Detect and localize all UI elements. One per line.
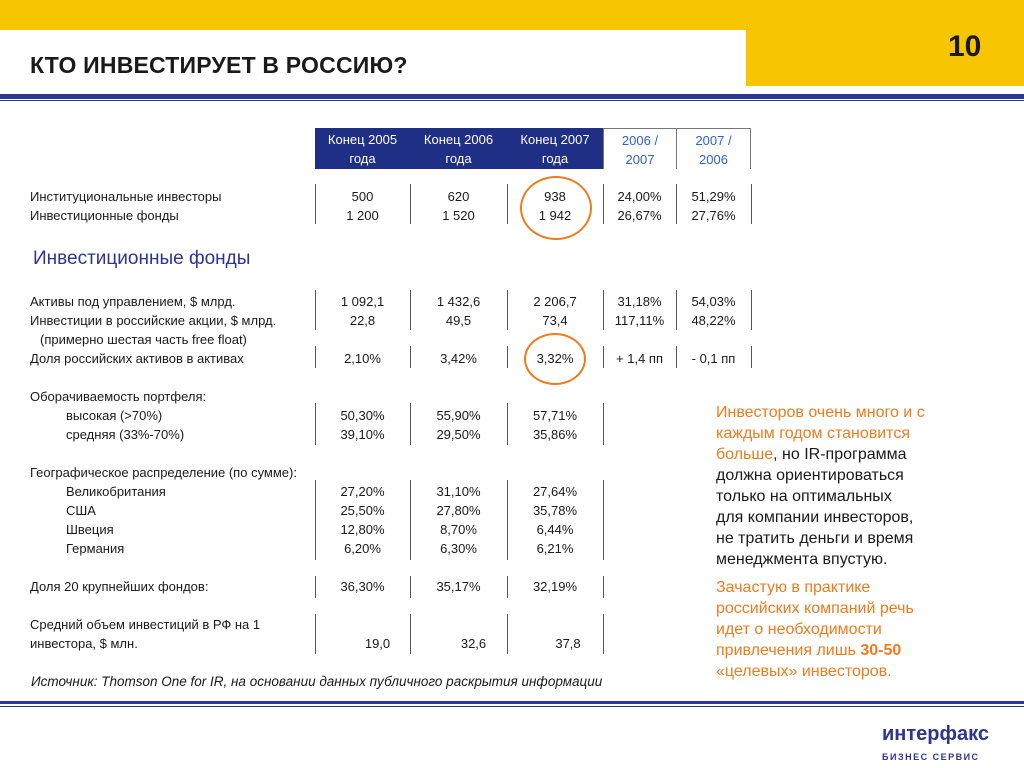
col-divider <box>751 346 752 368</box>
table-cell: 73,4 <box>542 313 568 328</box>
col-divider <box>751 290 752 330</box>
highlight-circle <box>524 333 586 385</box>
table-cell: 19,0 <box>364 636 391 651</box>
col-header-2007 <box>507 128 603 169</box>
table-cell: 1 092,1 <box>340 294 385 309</box>
table-cell: 55,90% <box>436 408 481 423</box>
row-label: Инвестиционные фонды <box>30 208 179 223</box>
slide-number-box <box>746 0 1024 86</box>
row-label: США <box>66 503 96 518</box>
col-header-line: 2007 <box>625 152 655 167</box>
table-cell: 24,00% <box>617 189 662 204</box>
col-header-line: Конец 2005 <box>327 132 398 147</box>
col-header-2007-2006 <box>676 128 751 169</box>
table-cell: 620 <box>447 189 470 204</box>
footer-divider <box>0 701 1024 704</box>
table-cell: 50,30% <box>340 408 385 423</box>
table-cell: 25,50% <box>340 503 385 518</box>
table-cell: 32,6 <box>460 636 487 651</box>
table-cell: 31,10% <box>436 484 481 499</box>
note-line: должна ориентироваться <box>716 467 904 484</box>
row-label: Средний объем инвестиций в РФ на 1 <box>30 617 261 632</box>
note-line: для компании инвесторов, <box>716 509 914 526</box>
row-label: Великобритания <box>66 484 166 499</box>
table-cell: 8,70% <box>440 522 477 537</box>
table-cell: 6,30% <box>440 541 477 556</box>
title-divider-thin <box>0 100 1024 101</box>
row-group-label: Оборачиваемость портфеля: <box>30 389 207 404</box>
note-line: только на оптимальных <box>716 488 892 505</box>
table-cell: 938 <box>544 189 566 204</box>
table-cell: 29,50% <box>436 427 481 442</box>
note-line: российских компаний речь <box>716 600 914 617</box>
commentary-paragraph-1 <box>716 402 988 570</box>
row-label: Инвестиции в российские акции, $ млрд. <box>30 313 277 328</box>
table-cell: 27,20% <box>340 484 385 499</box>
row-label: средняя (33%-70%) <box>66 427 185 442</box>
table-cell: 117,11% <box>614 313 665 328</box>
table-cell: 27,80% <box>436 503 481 518</box>
col-divider <box>315 614 316 654</box>
col-divider <box>751 184 752 224</box>
col-header-2006 <box>410 128 507 169</box>
table-cell: 27,64% <box>532 484 578 499</box>
table-cell: 1 200 <box>346 208 379 223</box>
table-cell: 39,10% <box>340 427 385 442</box>
table-cell: 26,67% <box>617 208 662 223</box>
interfax-logo <box>870 712 1000 766</box>
table-cell: 49,5 <box>445 313 472 328</box>
col-header-line: года <box>445 151 472 166</box>
note-emphasis: 30-50 <box>860 642 902 659</box>
table-cell: 57,71% <box>532 408 578 423</box>
table-cell: 1 942 <box>538 208 572 223</box>
note-line: каждым годом становится <box>716 425 910 442</box>
row-label: инвестора, $ млн. <box>30 636 138 651</box>
note-text: , но IR-программа <box>773 446 907 463</box>
row-note: (примерно шестая часть free float) <box>40 332 247 347</box>
table-cell: 54,03% <box>691 294 736 309</box>
note-line: не тратить деньги и время <box>716 530 914 547</box>
row-label: Институциональные инвесторы <box>30 189 222 204</box>
table-cell: 1 432,6 <box>436 294 481 309</box>
col-header-line: года <box>349 151 376 166</box>
row-label: Доля 20 крупнейших фондов: <box>30 579 209 594</box>
logo-wordmark: интерфакс <box>882 723 990 745</box>
table-cell: 37,8 <box>555 636 581 651</box>
top-bar <box>0 0 746 30</box>
col-header-2006-2007 <box>603 128 676 169</box>
note-line <box>716 444 988 465</box>
commentary-paragraph-2 <box>716 577 988 682</box>
table-cell: 2 206,7 <box>533 294 577 309</box>
col-header-line: 2007 / <box>695 133 732 148</box>
table-cell: 2,10% <box>344 351 381 366</box>
highlight-circle <box>520 176 592 240</box>
row-group-label: Географическое распределение (по сумме): <box>30 465 297 480</box>
source-note: Источник: Thomson One for IR, на основании данных публичного раскрытия информации <box>31 674 603 689</box>
table-cell: 51,29% <box>691 189 736 204</box>
footer-divider-thin <box>0 706 1024 707</box>
table-cell: - 0,1 пп <box>691 351 736 366</box>
table-cell: 12,80% <box>340 522 385 537</box>
row-label: Активы под управлением, $ млрд. <box>30 294 236 309</box>
table-cell: 6,44% <box>536 522 574 537</box>
note-line: Зачастую в практике <box>716 579 871 596</box>
note-line: менеджмента впустую. <box>716 551 888 568</box>
table-cell: 6,21% <box>536 541 574 556</box>
table-cell: 3,32% <box>536 351 574 366</box>
col-header-line: Конец 2007 <box>520 132 590 147</box>
table-cell: 36,30% <box>340 579 385 594</box>
note-text: привлечения лишь <box>716 642 861 659</box>
col-header-line: Конец 2006 <box>423 132 494 147</box>
table-cell: 1 520 <box>442 208 475 223</box>
note-line: идет о необходимости <box>716 621 882 638</box>
note-text: больше <box>716 446 774 463</box>
table-cell: 32,19% <box>532 579 578 594</box>
slide-title: КТО ИНВЕСТИРУЕТ В РОССИЮ? <box>30 52 408 78</box>
col-header-line: 2006 <box>699 152 728 167</box>
note-line: Инвесторов очень много и с <box>716 404 925 421</box>
table-cell: 35,86% <box>532 427 578 442</box>
row-label: высокая (>70%) <box>66 408 163 423</box>
logo-subtitle: БИЗНЕС СЕРВИС <box>882 752 980 762</box>
note-line: «целевых» инвесторов. <box>716 663 892 680</box>
table-cell: 31,18% <box>617 294 662 309</box>
col-divider <box>603 576 604 598</box>
row-label: Доля российских активов в активах <box>30 351 244 366</box>
col-header-2005 <box>315 128 410 169</box>
table-cell: 500 <box>351 189 374 204</box>
table-cell: 35,78% <box>532 503 578 518</box>
col-divider <box>603 403 604 445</box>
table-cell: 22,8 <box>349 313 376 328</box>
col-header-line: года <box>541 151 569 166</box>
table-cell: 6,20% <box>344 541 381 556</box>
note-line <box>716 640 988 661</box>
col-header-line: 2006 / <box>621 133 659 148</box>
title-divider <box>0 94 1024 99</box>
table-cell: 3,42% <box>440 351 477 366</box>
col-divider <box>603 480 604 560</box>
row-label: Германия <box>66 541 125 556</box>
row-label: Швеция <box>66 522 114 537</box>
table-cell: 35,17% <box>436 579 481 594</box>
table-cell: + 1,4 пп <box>616 351 663 366</box>
section-heading: Инвестиционные фонды <box>33 248 251 269</box>
slide-number: 10 <box>948 30 982 63</box>
table-cell: 48,22% <box>691 313 736 328</box>
table-cell: 27,76% <box>691 208 736 223</box>
